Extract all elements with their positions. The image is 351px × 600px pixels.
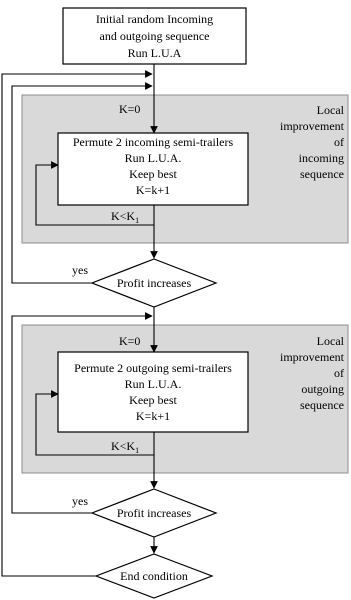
outgoing-process-line-2: Run L.U.A. [124, 377, 182, 391]
incoming-region-label-3: of [334, 135, 344, 149]
incoming-process-line-1: Permute 2 incoming semi-trailers [72, 135, 234, 149]
outgoing-process-line-3: Keep best [129, 393, 177, 407]
start-box-line-2: and outgoing sequence [99, 29, 210, 43]
outgoing-loop-condition: $K<K_1$ [111, 439, 140, 455]
incoming-process-line-2: Run L.U.A. [124, 151, 182, 165]
start-box-line-1: Initial random Incoming [95, 12, 214, 26]
outgoing-process-line-1: Permute 2 outgoing semi-trailers [74, 361, 232, 375]
incoming-process-line-3: Keep best [129, 167, 177, 181]
outgoing-region-label-5: sequence [300, 398, 344, 412]
profit-decision-1-label: Profit increases [116, 276, 192, 290]
outgoing-region-label-2: improvement [280, 350, 344, 364]
outgoing-region-label-1: Local [316, 334, 344, 348]
incoming-region-label-5: sequence [300, 167, 344, 181]
profit-decision-2-label: Profit increases [116, 506, 192, 520]
decision-2-yes-label: yes [72, 494, 88, 508]
incoming-region-label-2: improvement [280, 119, 344, 133]
incoming-process-line-4: K=k+1 [135, 183, 171, 197]
incoming-loop-condition: $K<K_1$ [111, 209, 140, 225]
decision-1-yes-label: yes [72, 263, 88, 277]
start-box-line-3: Run L.U.A [127, 46, 182, 60]
outgoing-region-label-3: of [334, 366, 344, 380]
outgoing-counter-init: K=0 [119, 334, 141, 348]
incoming-region-label-1: Local [316, 103, 344, 117]
incoming-region-label-4: incoming [298, 151, 344, 165]
end-condition-label: End condition [120, 569, 188, 583]
outgoing-process-line-4: K=k+1 [135, 409, 171, 423]
incoming-counter-init: K=0 [119, 102, 141, 116]
outgoing-region-label-4: outgoing [301, 382, 344, 396]
